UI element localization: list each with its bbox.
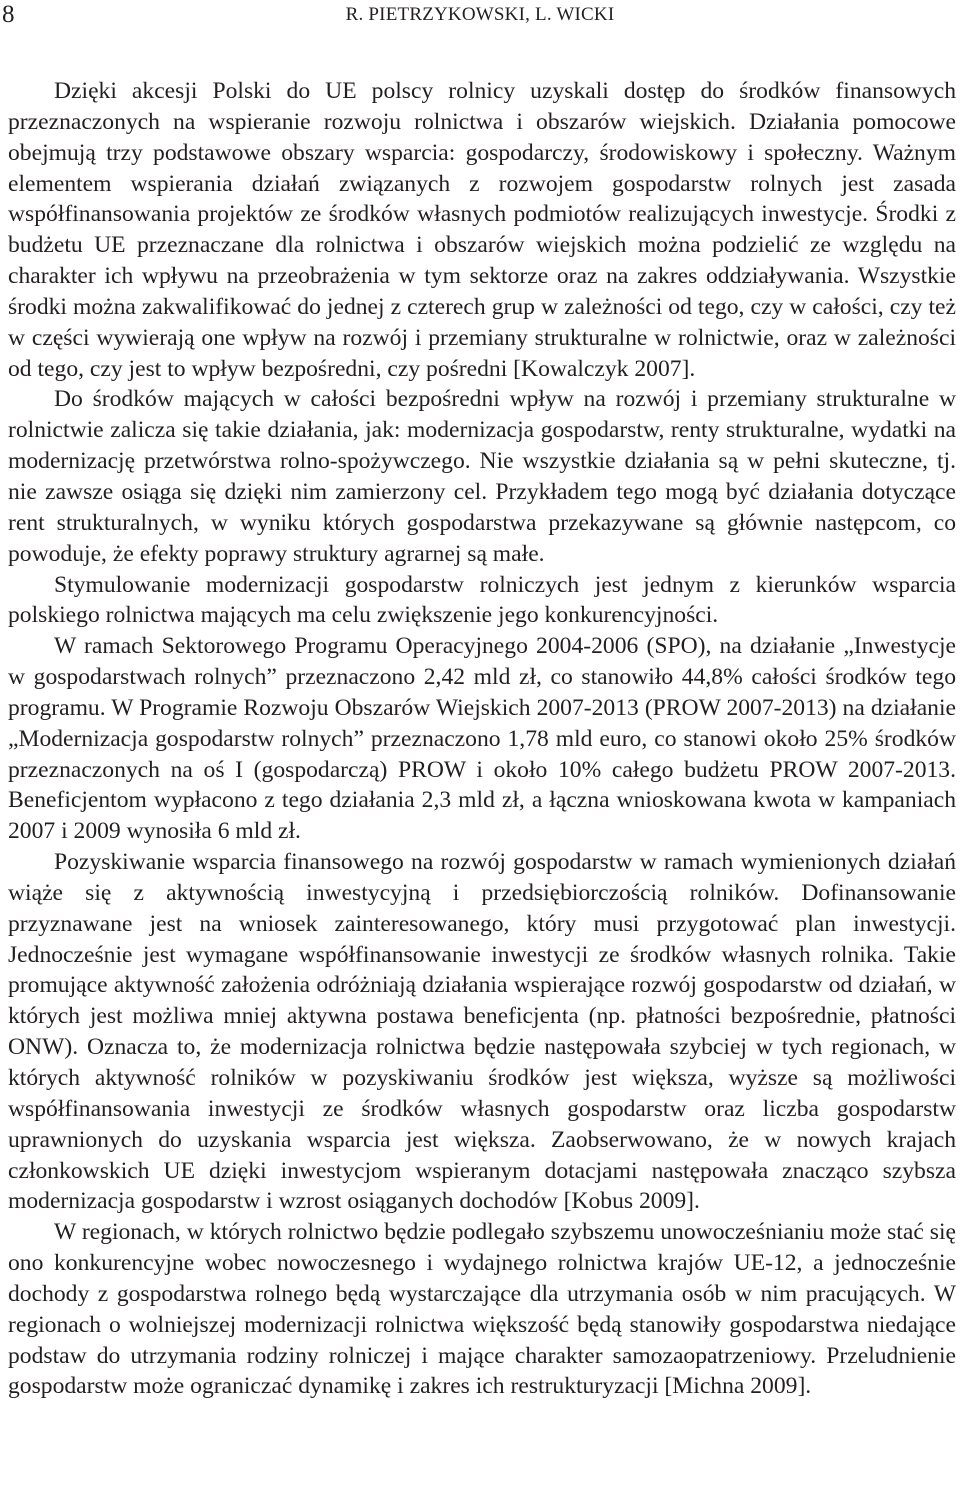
paragraph: W ramach Sektorowego Programu Operacyjnego 2004-2006 (SPO), na działanie „Inwestycje w gospodarstwach rolnych” przeznaczono 2,42 mld zł, co stanowiło 44,8% całości środków tego programu. W Programie Rozwoju Obszarów Wiejskich 2007-2013 (PROW 2007-2013) na działanie „Modernizacja gospodarstw rolnych” przeznaczono 1,78 mld euro, co stanowi około 25% środków przeznaczonych na oś I (gospodarczą) PROW i około 10% całego budżetu PROW 2007-2013. Beneficjentom wypłacono z tego działania 2,3 mld zł, a łączna wnioskowana kwota w kampaniach 2007 i 2009 wynosiła 6 mld zł. — [8, 633, 956, 845]
running-title: R. PIETRZYKOWSKI, L. WICKI — [345, 4, 615, 25]
paragraph: Pozyskiwanie wsparcia finansowego na rozwój gospodarstw w ramach wymienionych działań wiąże się z aktywnością inwestycyjną i przedsiębiorczością rolników. Dofinansowanie przyznawane jest na wniosek zainteresowanego, który musi przygotować plan inwestycji. Jednocześnie jest wymagane współfinansowanie inwestycji ze środków własnych rolnika. Takie promujące aktywność założenia odróżniają działania wspierające rozwój gospodarstw od działań, w których jest możliwa mniej aktywna postawa beneficjenta (np. płatności bezpośrednie, płatności ONW). Oznacza to, że modernizacja rolnictwa będzie następowała szybciej w tych regionach, w których aktywność rolników w pozyskiwaniu środków jest większa, wyższe są możliwości współfinansowania inwestycji ze środków własnych gospodarstw oraz liczba gospodarstw uprawnionych do uzyskania wsparcia jest większa. Zaobserwowano, że w nowych krajach członkowskich UE dzięki inwestycjom wspieranym dotacjami następowała znacząco szybsza modernizacja gospodarstw i wzrost osiąganych dochodów [Kobus 2009]. — [8, 849, 956, 1215]
running-header — [0, 0, 960, 40]
body-text — [8, 76, 956, 1402]
paragraph: Do środków mających w całości bezpośredni wpływ na rozwój i przemiany strukturalne w rolnictwie zalicza się takie działania, jak: modernizacja gospodarstw, renty strukturalne, wydatki na modernizację przetwórstwa rolno-spożywczego. Nie wszystkie działania są w pełni skuteczne, tj. nie zawsze osiąga się dzięki nim zamierzony cel. Przykładem tego mogą być działania dotyczące rent strukturalnych, w wyniku których gospodarstwa przekazywane są głównie następcom, co powoduje, że efekty poprawy struktury agrarnej są małe. — [8, 386, 956, 567]
page-number: 8 — [2, 1, 15, 28]
paragraph: Dzięki akcesji Polski do UE polscy rolnicy uzyskali dostęp do środków finansowych przeznaczonych na wspieranie rozwoju rolnictwa i obszarów wiejskich. Działania pomocowe obejmują trzy podstawowe obszary wsparcia: gospodarczy, środowiskowy i społeczny. Ważnym elementem wspierania działań związanych z rozwojem gospodarstw rolnych jest zasada współfinansowania projektów ze środków własnych podmiotów realizujących inwestycje. Środki z budżetu UE przeznaczane dla rolnictwa i obszarów wiejskich można podzielić ze względu na charakter ich wpływu na przeobrażenia w tym sektorze oraz na zakres oddziaływania. Wszystkie środki można zakwalifikować do jednej z czterech grup w zależności od tego, czy w całości, czy też w części wywierają one wpływ na rozwój i przemiany strukturalne w rolnictwie, oraz w zależności od tego, czy jest to wpływ bezpośredni, czy pośredni [Kowalczyk 2007]. — [8, 78, 956, 382]
paragraph: Stymulowanie modernizacji gospodarstw rolniczych jest jednym z kierunków wsparcia polskiego rolnictwa mających ma celu zwiększenie jego konkurencyjności. — [8, 571, 956, 629]
paragraph: W regionach, w których rolnictwo będzie podlegało szybszemu unowocześnianiu może stać się ono konkurencyjne wobec nowoczesnego i wydajnego rolnictwa krajów UE-12, a jednocześnie dochody z gospodarstwa rolnego będą wystarczające dla utrzymania osób w nim pracujących. W regionach o wolniejszej modernizacji rolnictwa większość będą stanowiły gospodarstwa niedające podstaw do utrzymania rodziny rolniczej i mające charakter samozaopatrzeniowy. Przeludnienie gospodarstw może ograniczać dynamikę i zakres ich restrukturyzacji [Michna 2009]. — [8, 1219, 956, 1400]
